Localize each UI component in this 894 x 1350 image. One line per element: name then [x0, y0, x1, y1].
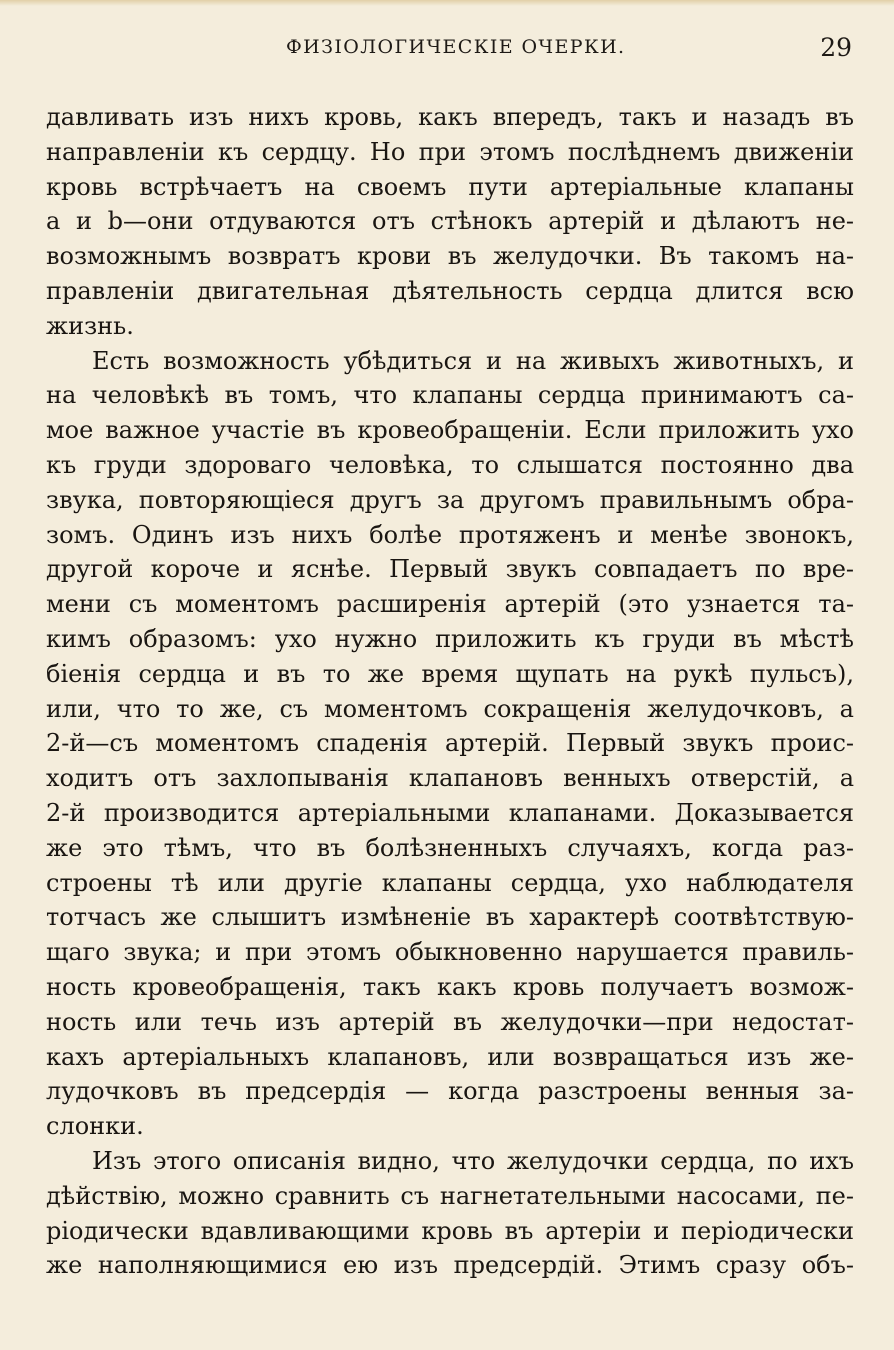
text-line: кахъ артеріальныхъ клапановъ, или возвращаться изъ же- [46, 1042, 854, 1071]
running-head: ФИЗІОЛОГИЧЕСКІЕ ОЧЕРКИ. [286, 36, 626, 58]
text-line: щаго звука; и при этомъ обыкновенно нарушается правиль- [46, 938, 854, 967]
text-line: ность или течь изъ артерій въ желудочки—при недостат- [46, 1007, 854, 1036]
text-line: звука, повторяющіеся другъ за другомъ правильнымъ обра- [46, 485, 854, 514]
text-line: ріодически вдавливающими кровь въ артеріи и періодически [46, 1216, 854, 1245]
text-line: мое важное участіе въ кровеобращеніи. Если приложить ухо [46, 416, 854, 445]
page-number: 29 [820, 33, 852, 62]
text-line: или, что то же, съ моментомъ сокращенія желудочковъ, а [46, 694, 854, 723]
paragraph-1 [46, 100, 854, 344]
text-line: лудочковъ въ предсердія — когда разстроены венныя за- [46, 1077, 854, 1106]
text-line: давливать изъ нихъ кровь, какъ впередъ, такъ и назадъ въ [46, 103, 854, 131]
text-line: ность кровеобращенія, такъ какъ кровь получаетъ возмож- [46, 972, 854, 1001]
text-line: зомъ. Одинъ изъ нихъ болѣе протяженъ и менѣе звонокъ, [46, 520, 854, 549]
text-line: Есть возможность убѣдиться и на живыхъ животныхъ, и [92, 346, 854, 375]
text-line: на человѣкѣ въ томъ, что клапаны сердца принимаютъ са- [46, 381, 854, 410]
text-line: другой короче и яснѣе. Первый звукъ совпадаетъ по вре- [46, 555, 854, 584]
text-line: тотчасъ же слышитъ измѣненіе въ характерѣ соотвѣтствую- [46, 903, 854, 932]
text-line: ходитъ отъ захлопыванія клапановъ венныхъ отверстій, а [46, 764, 854, 793]
text-line: правленіи двигательная дѣятельность сердца длится всю [46, 276, 854, 305]
paragraph-2 [46, 344, 854, 1144]
text-line: же наполняющимися ею изъ предсердій. Этимъ сразу объ- [46, 1251, 854, 1280]
body-text [46, 100, 854, 1283]
text-line: біенія сердца и въ то же время щупать на рукѣ пульсъ), [46, 659, 854, 688]
text-line: возможнымъ возвратъ крови въ желудочки. Въ такомъ на- [46, 242, 854, 271]
text-line: мени съ моментомъ расширенія артерій (это узнается та- [46, 590, 854, 619]
text-line: же это тѣмъ, что въ болѣзненныхъ случаяхъ, когда раз- [46, 833, 854, 862]
text-line: къ груди здороваго человѣка, то слышатся постоянно два [46, 450, 854, 479]
text-line: кровь встрѣчаетъ на своемъ пути артеріальные клапаны [46, 172, 854, 201]
text-line: a и b—они отдуваются отъ стѣнокъ артерій и дѣлаютъ не- [46, 207, 854, 236]
paragraph-3 [46, 1144, 854, 1283]
text-line: 2-й производится артеріальными клапанами. Доказывается [46, 798, 854, 827]
text-line: жизнь. [46, 311, 134, 340]
text-line: направленіи къ сердцу. Но при этомъ послѣднемъ движеніи [46, 137, 854, 166]
text-line: 2-й—съ моментомъ спаденія артерій. Первый звукъ проис- [46, 729, 854, 758]
page-top-edge [0, 0, 894, 6]
text-line: кимъ образомъ: ухо нужно приложить къ груди въ мѣстѣ [46, 624, 854, 653]
text-line: Изъ этого описанія видно, что желудочки сердца, по ихъ [92, 1146, 854, 1175]
text-line: строены тѣ или другіе клапаны сердца, ухо наблюдателя [46, 868, 854, 897]
text-line: дѣйствію, можно сравнить съ нагнетательными насосами, пе- [46, 1181, 854, 1210]
text-line: слонки. [46, 1112, 144, 1141]
